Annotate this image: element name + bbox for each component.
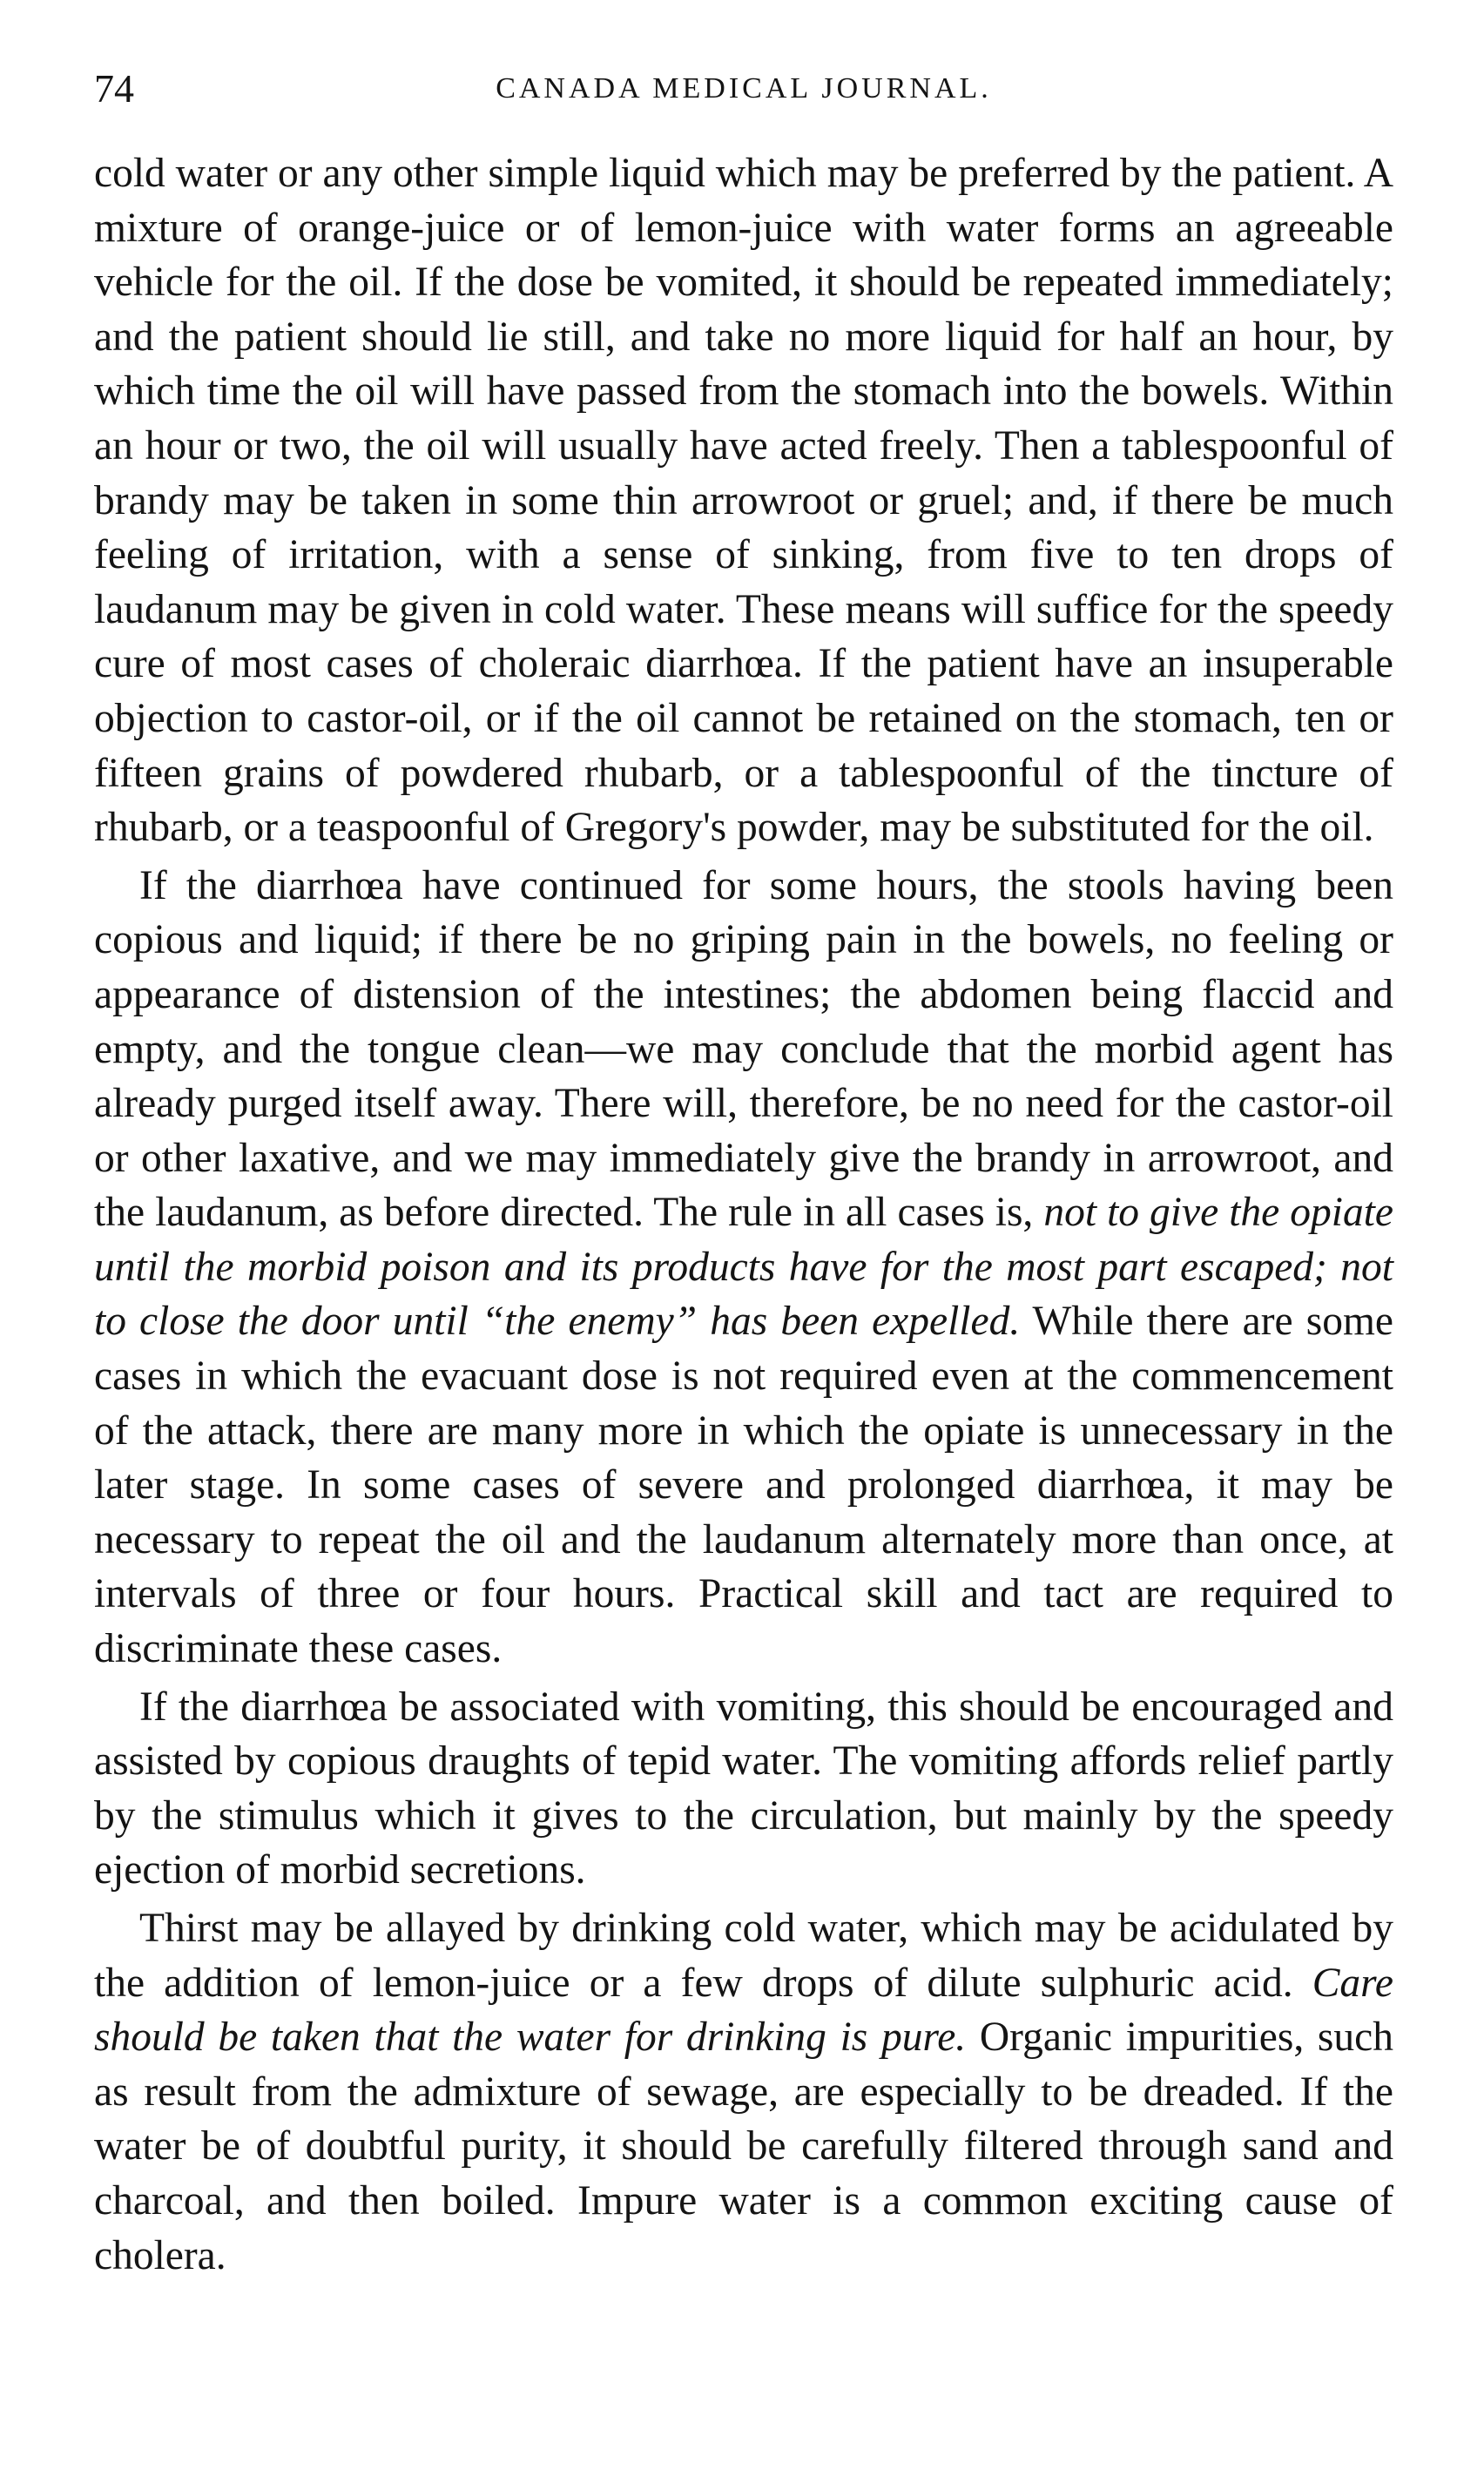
- article-body: [94, 146, 1393, 2283]
- paragraph-oil-dose: [94, 146, 1393, 855]
- page-number: 74: [94, 66, 134, 111]
- text-segment: Organic impurities, such as result from the admixture of sewage, are especially to be dreaded. If the water be of doubtful purity, it should be carefully filtered through sand and charcoal, and then boiled. Impure water is a common exciting cause of cholera.: [94, 2014, 1393, 2278]
- text-segment: If the diarrhœa be associated with vomiting, this should be encouraged and assisted by copious draughts of tepid water. The vomiting affords relief partly by the stimulus which it gives to the circulation, but mainly by the speedy ejection of morbid secretions.: [94, 1684, 1393, 1893]
- text-segment: If the diarrhœa have continued for some hours, the stools having been copious and liquid; if there be no griping pain in the bowels, no feeling or appearance of distension of the intestines; the abdomen being flaccid and empty, and the tongue clean—we may conclude that the morbid agent has already purged itself away. There will, therefore, be no need for the castor-oil or other laxative, and we may immediately give the brandy in arrowroot, and the laudanum, as before directed. The rule in all cases is,: [94, 862, 1393, 1236]
- paragraph-diarrhoea-rule: [94, 859, 1393, 1677]
- italic-rule: not to give the opiate until the morbid poison and its products have for the most part escaped; not to close the door until “the enemy” has been expelled.: [94, 1190, 1393, 1345]
- running-head: [94, 54, 1393, 124]
- text-segment: Thirst may be allayed by drinking cold water, which may be acidulated by the addition of lemon-juice or a few drops of dilute sulphuric acid.: [94, 1906, 1393, 2006]
- journal-title: CANADA MEDICAL JOURNAL.: [496, 72, 992, 105]
- journal-page: [94, 54, 1393, 2283]
- text-segment: While there are some cases in which the evacuant dose is not required even at the commencement of the attack, there are many more in which the opiate is unnecessary in the later stage. In some cases of severe and prolonged diarrhœa, it may be necessary to repeat the oil and the laudanum alternately more than once, at intervals of three or four hours. Practical skill and tact are required to discriminate these cases.: [94, 1299, 1393, 1672]
- italic-caution: Care should be taken that the water for drinking is pure.: [94, 1960, 1393, 2061]
- text-segment: cold water or any other simple liquid which may be preferred by the patient. A mixture of orange-juice or of lemon-juice with water forms an agreeable vehicle for the oil. If the dose be vomited, it should be repeated immediately; and the patient should lie still, and take no more liquid for half an hour, by which time the oil will have passed from the stomach into the bowels. Within an hour or two, the oil will usually have acted freely. Then a tablespoonful of brandy may be taken in some thin arrowroot or gruel; and, if there be much feeling of irritation, with a sense of sinking, from five to ten drops of laudanum may be given in cold water. These means will suffice for the speedy cure of most cases of choleraic diarrhœa. If the patient have an insuperable objection to castor-oil, or if the oil cannot be retained on the stomach, ten or fifteen grains of powdered rhubarb, or a tablespoonful of the tincture of rhubarb, or a teaspoonful of Gregory's powder, may be substituted for the oil.: [94, 151, 1393, 851]
- paragraph-thirst: [94, 1901, 1393, 2283]
- paragraph-vomiting: [94, 1680, 1393, 1898]
